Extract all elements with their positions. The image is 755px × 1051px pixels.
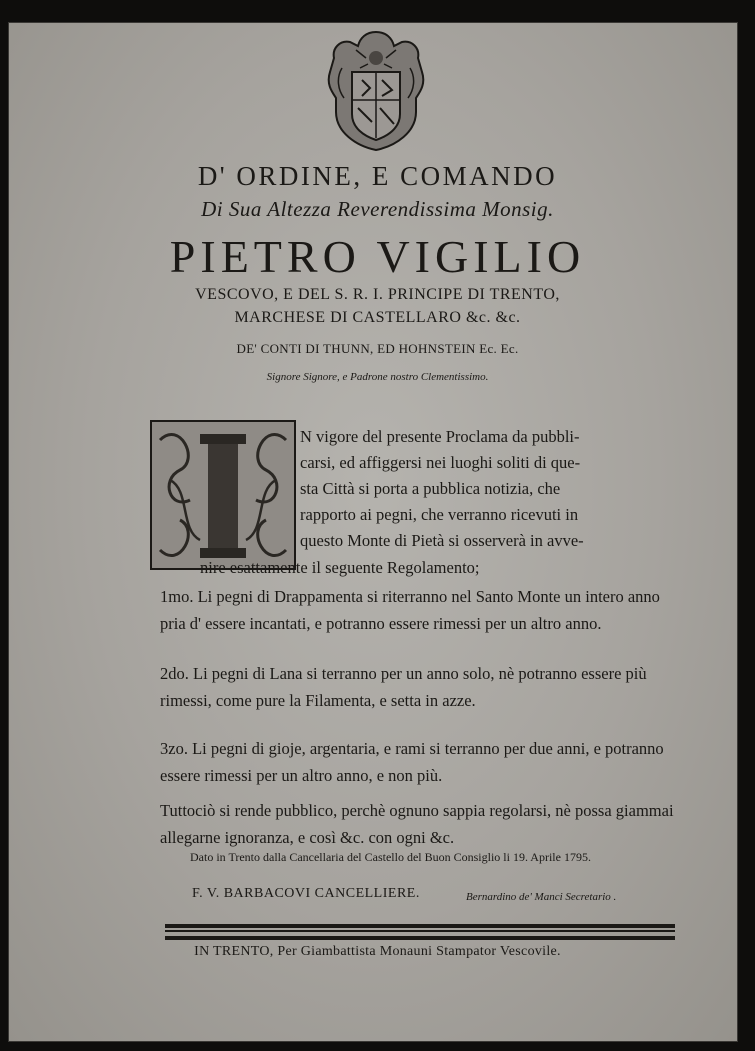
intro-line: carsi, ed affiggersi nei luoghi soliti di que-: [300, 453, 581, 472]
divider-rule: [165, 930, 675, 932]
ornament-flourish-icon: [150, 420, 296, 570]
chancellor-signature: F. V. BARBACOVI CANCELLIERE.: [192, 886, 420, 901]
prince-name: PIETRO VIGILIO: [169, 231, 586, 282]
regulation-item-1: 1mo. Li pegni di Drappamenta si riterranno nel Santo Monte un intero anno pria d' essere incantati, e potranno essere rimessi per un altro anno.: [160, 587, 660, 633]
regulation-item-2: 2do. Li pegni di Lana si terranno per un anno solo, nè potranno essere più rimessi, come pure la Filamenta, e setta in azze.: [160, 664, 647, 710]
intro-continuation: nire esattamente il seguente Regolamento;: [200, 558, 480, 577]
intro-line: questo Monte di Pietà si osserverà in avve-: [300, 531, 584, 550]
title-line-bishop: VESCOVO, E DEL S. R. I. PRINCIPE DI TRENTO,: [195, 286, 560, 303]
intro-line: rapporto ai pegni, che verranno ricevuti in: [300, 505, 579, 524]
ornamental-initial: [150, 420, 296, 570]
printer-imprint: IN TRENTO, Per Giambattista Monauni Stampator Vescovile.: [194, 944, 561, 959]
proclamation-subtitle: Di Sua Altezza Reverendissima Monsig.: [201, 197, 554, 221]
divider-rule: [165, 936, 675, 940]
secretary-signature: Bernardino de' Manci Secretario .: [466, 891, 617, 903]
intro-paragraph: [300, 424, 680, 554]
closing-paragraph: Tuttociò si rende pubblico, perchè ognuno sappia regolarsi, nè possa giammai allegarne ignoranza, e così &c. con ogni &c.: [160, 801, 674, 847]
divider-rule: [165, 924, 675, 928]
intro-line: N vigore del presente Proclama da pubbli-: [300, 427, 580, 446]
title-line-counts: DE' CONTI DI THUNN, ED HOHNSTEIN Ec. Ec.: [236, 341, 519, 356]
proclamation-title: D' ORDINE, E COMANDO: [197, 161, 558, 191]
title-line-lord: Signore Signore, e Padrone nostro Clementissimo.: [266, 371, 489, 383]
regulation-item-3: 3zo. Li pegni di gioje, argentaria, e rami si terranno per due anni, e potranno essere rimessi per un altro anno, e non più.: [160, 739, 664, 785]
date-line: Dato in Trento dalla Cancellaria del Castello del Buon Consiglio li 19. Aprile 1795.: [190, 850, 591, 864]
title-line-marquis: MARCHESE DI CASTELLARO &c. &c.: [234, 309, 521, 326]
intro-line: sta Città si porta a pubblica notizia, che: [300, 479, 561, 498]
coat-of-arms-emblem: [322, 28, 430, 152]
